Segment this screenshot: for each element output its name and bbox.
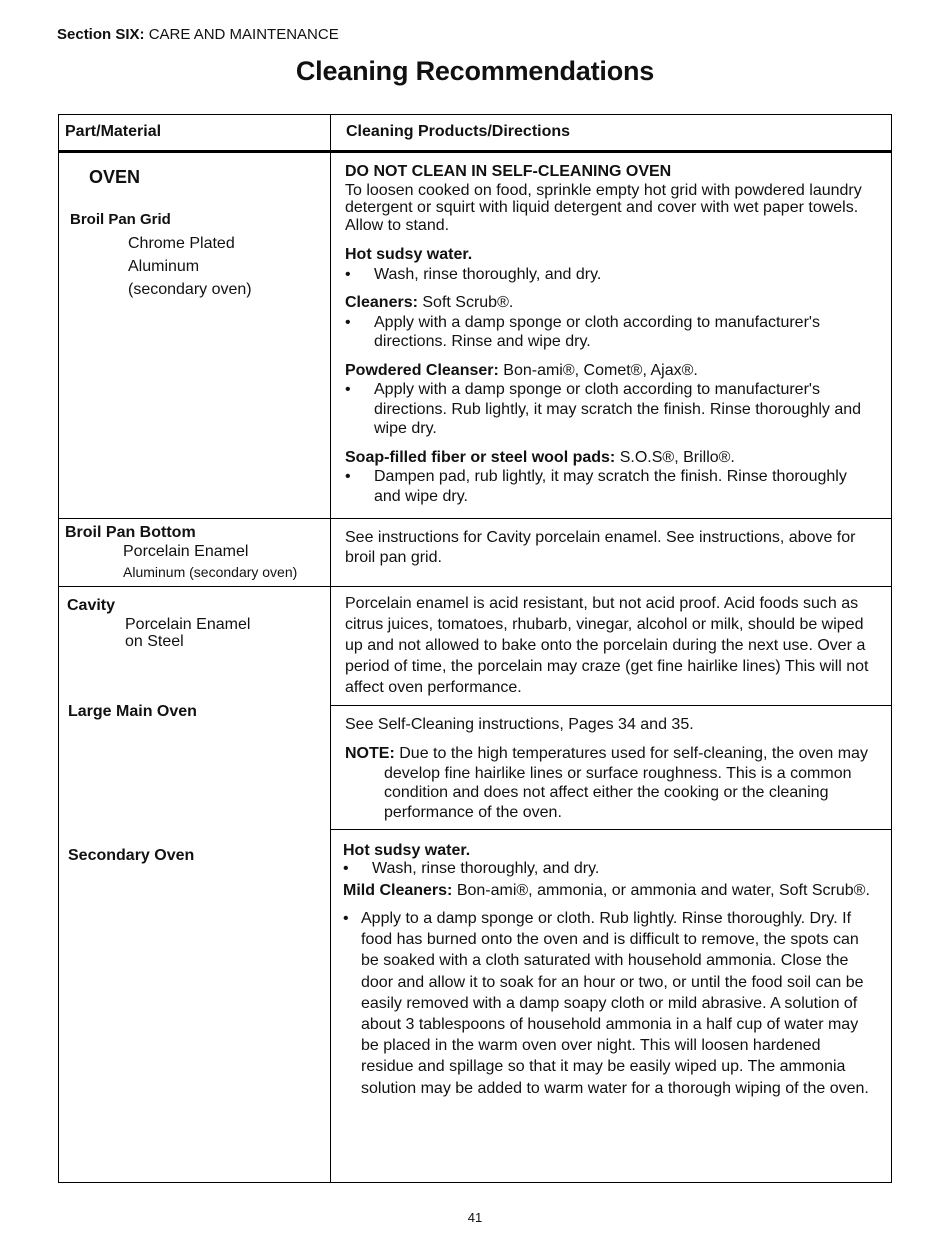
section-label [57, 26, 339, 43]
bullet-icon: • [345, 468, 351, 485]
powdered-label: Powdered Cleanser: [345, 361, 499, 379]
large-main-oven-name: Large Main Oven [68, 703, 197, 720]
broil-pan-grid-name: Broil Pan Grid [70, 211, 171, 228]
large-main-oven-note [345, 744, 877, 822]
bullet-text: Apply with a damp sponge or cloth according to manufacturer's directions. Rinse and wipe dry. [374, 313, 820, 350]
bullet-icon: • [345, 381, 351, 398]
cleaners-bullet [345, 313, 875, 352]
cleaners-line [345, 293, 875, 313]
hot-water-label: Hot sudsy water. [345, 246, 473, 263]
page-number: 41 [467, 1210, 483, 1225]
broil-pan-bottom-directions: See instructions for Cavity porcelain enamel. See instructions, above for broil pan grid. [345, 529, 856, 566]
section-prefix: Section SIX: [57, 26, 145, 43]
column-divider [330, 115, 331, 1182]
pads-line [345, 448, 875, 468]
row-divider [330, 705, 891, 706]
oven-heading: OVEN [89, 167, 141, 187]
hot-water-bullet [345, 265, 875, 285]
self-clean-warning: DO NOT CLEAN IN SELF-CLEANING OVEN [345, 163, 672, 180]
large-main-oven-directions: See Self-Cleaning instructions, Pages 34 and 35. [345, 716, 694, 733]
section-name: CARE AND MAINTENANCE [148, 26, 339, 43]
broil-pan-grid-materials [128, 232, 252, 301]
cavity-material-2: on Steel [125, 633, 184, 650]
hot-water-label: Hot sudsy water. [343, 842, 471, 859]
cavity-name: Cavity [67, 597, 116, 614]
secondary-oven-name: Secondary Oven [68, 847, 195, 864]
pads-label: Soap-filled fiber or steel wool pads: [345, 448, 616, 466]
bullet-text: Apply with a damp sponge or cloth according to manufacturer's directions. Rub lightly, it may scratch the finish. Rinse thoroughly and wipe dry. [374, 381, 862, 437]
bullet-icon: • [345, 313, 351, 331]
bullet-icon: • [345, 265, 351, 283]
bullet-text: Dampen pad, rub lightly, it may scratch the finish. Rinse thoroughly and wipe dry. [374, 468, 847, 505]
cavity-directions: Porcelain enamel is acid resistant, but not acid proof. Acid foods such as citrus juices, tomatoes, rhubarb, vinegar, alcohol or milk, should be wiped up and not allowed to bake onto the porcelain during the next use. Over a period of time, the porcelain may craze (get fine hairlike lines) This will not affect oven performance. [345, 595, 869, 696]
material-item: (secondary oven) [128, 281, 252, 298]
broil-pan-bottom-material-small: Aluminum (secondary oven) [123, 564, 298, 580]
mild-label: Mild Cleaners: [343, 882, 453, 899]
column-header-part: Part/Material [65, 123, 162, 140]
cleaners-label: Cleaners: [345, 294, 418, 311]
column-header-cleaning: Cleaning Products/Directions [346, 123, 571, 140]
powdered-bullet [345, 380, 875, 439]
mild-bullet [343, 908, 877, 1099]
hot-water-bullet [343, 860, 877, 878]
mild-products: Bon-ami®, ammonia, or ammonia and water, Soft Scrub®. [456, 882, 870, 899]
broil-pan-bottom-name: Broil Pan Bottom [65, 524, 196, 541]
row-divider [330, 829, 891, 830]
broil-pan-grid-directions [345, 162, 875, 506]
intro-text: To loosen cooked on food, sprinkle empty hot grid with powdered laundry detergent or squirt with liquid detergent and cover with wet paper towels. Allow to stand. [345, 181, 862, 234]
bullet-icon: • [343, 910, 349, 927]
secondary-oven-directions [343, 842, 877, 1099]
bullet-icon: • [343, 860, 349, 877]
broil-pan-bottom-material: Porcelain Enamel [123, 543, 249, 560]
bullet-text: Wash, rinse thoroughly, and dry. [372, 860, 600, 877]
powdered-products: Bon-ami®, Comet®, Ajax®. [503, 361, 698, 379]
bullet-text: Apply to a damp sponge or cloth. Rub lightly. Rinse thoroughly. Dry. If food has burned onto the oven and is difficult to remove, the spots can be soaked with a cloth saturated with household ammonia. Close the door and allow it to soak for an hour or two, or until the food soil can be easily removed with a damp soapy cloth or mild abrasive. A solution of about 3 tablespoons of household ammonia in a half cup of water may be placed in the warm oven over night. This will loosen hardened residue and spillage so that it may be easily wiped up. The ammonia solution may be added to warm water for a thorough wiping of the oven. [361, 910, 869, 1097]
pads-bullet [345, 467, 875, 506]
mild-cleaners-line [343, 882, 877, 900]
cleaning-table [58, 114, 892, 1183]
note-label: NOTE: [345, 745, 395, 762]
note-text: Due to the high temperatures used for self-cleaning, the oven may develop fine hairlike lines or surface roughness. This is a common condition and does not affect either the cooking or the cleaning performance of the oven. [384, 745, 868, 821]
material-item: Chrome Plated [128, 235, 235, 252]
row-divider [59, 586, 891, 587]
cavity-material-1: Porcelain Enamel [125, 616, 251, 633]
powdered-line [345, 361, 875, 381]
row-divider [59, 518, 891, 519]
page-title: Cleaning Recommendations [295, 56, 655, 86]
bullet-text: Wash, rinse thoroughly, and dry. [374, 265, 602, 283]
cleaners-products: Soft Scrub®. [422, 294, 514, 311]
header-divider [59, 150, 891, 153]
material-item: Aluminum [128, 258, 200, 275]
pads-products: S.O.S®, Brillo®. [619, 448, 735, 466]
